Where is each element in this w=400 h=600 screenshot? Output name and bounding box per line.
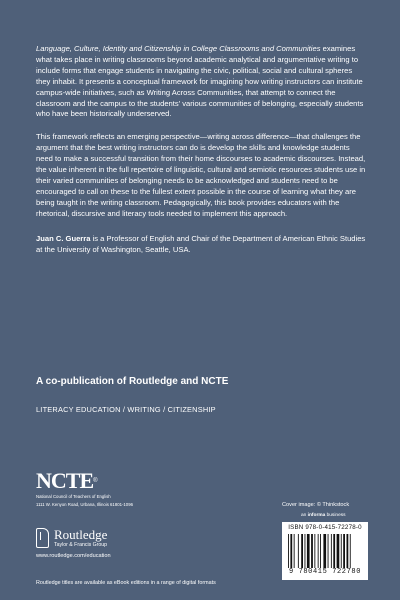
subject-categories: LITERACY EDUCATION / WRITING / CITIZENSHIP xyxy=(36,405,216,414)
copublication-statement: A co-publication of Routledge and NCTE xyxy=(36,376,229,387)
informa-business-label: an informa business xyxy=(301,513,346,518)
ncte-logo-block xyxy=(36,470,176,507)
barcode-digits: 9 780415 722780 xyxy=(288,568,361,576)
author-name: Juan C. Guerra xyxy=(36,233,91,243)
ncte-address: 1111 W. Kenyon Road, Urbana, Illinois 61801-1096 xyxy=(36,501,133,507)
barcode-panel xyxy=(282,522,368,580)
blurb-section xyxy=(36,44,366,255)
routledge-name: Routledge xyxy=(54,527,108,542)
barcode-bars xyxy=(288,534,362,568)
book-title: Language, Culture, Identity and Citizenship in College Classrooms and Communities xyxy=(36,44,321,53)
blurb-paragraph-2: This framework reflects an emerging perspective—writing across difference—that challenges the argument that the best writing instructors can do is develop the skills and knowledge students need to make a successful transition from their home discourses to academic discourses. Instead, the value inherent in the full repertoire of linguistic, cultural and semiotic resources students use in their varied communities of belonging needs to be acknowledged and students need to be encouraged to call on these to the fullest extent possible in the course of learning what they are being taught in the writing classroom. Pedagogically, this book provides educators with the rhetorical, discursive and literacy tools needed to implement this approach. xyxy=(36,132,366,218)
routledge-logo-block xyxy=(36,528,107,548)
routledge-tagline: Taylor & Francis Group xyxy=(54,542,108,548)
author-bio xyxy=(36,234,366,256)
cover-image-credit: Cover image: © Thinkstock xyxy=(282,502,350,508)
blurb-paragraph-1-body: examines what takes place in writing classrooms beyond academic analytical and argumentative writing to include forms that engage students in navigating the civic, political, social and cultural spheres they inhabit. It presents a conceptual framework for imagining how writing instructors can institute campus-wide initiatives, such as Writing Across Communities, that attempt to connect the classroom and the campus to the students' various communities of belonging, especially students who have been historically underserved. xyxy=(36,44,364,119)
author-bio-text: is a Professor of English and Chair of the Department of American Ethnic Studies at the University of Washington, Seattle, USA. xyxy=(36,233,366,254)
ebook-footnote: Routledge titles are available as eBook editions in a range of digital formats xyxy=(36,580,216,586)
blurb-paragraph-1 xyxy=(36,44,366,120)
ncte-name: National Council of Teachers of English xyxy=(36,494,111,499)
ncte-logo: NCTE® xyxy=(36,468,97,493)
isbn-text: ISBN 978-0-415-72278-0 xyxy=(288,524,362,531)
publisher-url: www.routledge.com/education xyxy=(36,553,111,559)
routledge-mark-icon xyxy=(36,528,49,548)
